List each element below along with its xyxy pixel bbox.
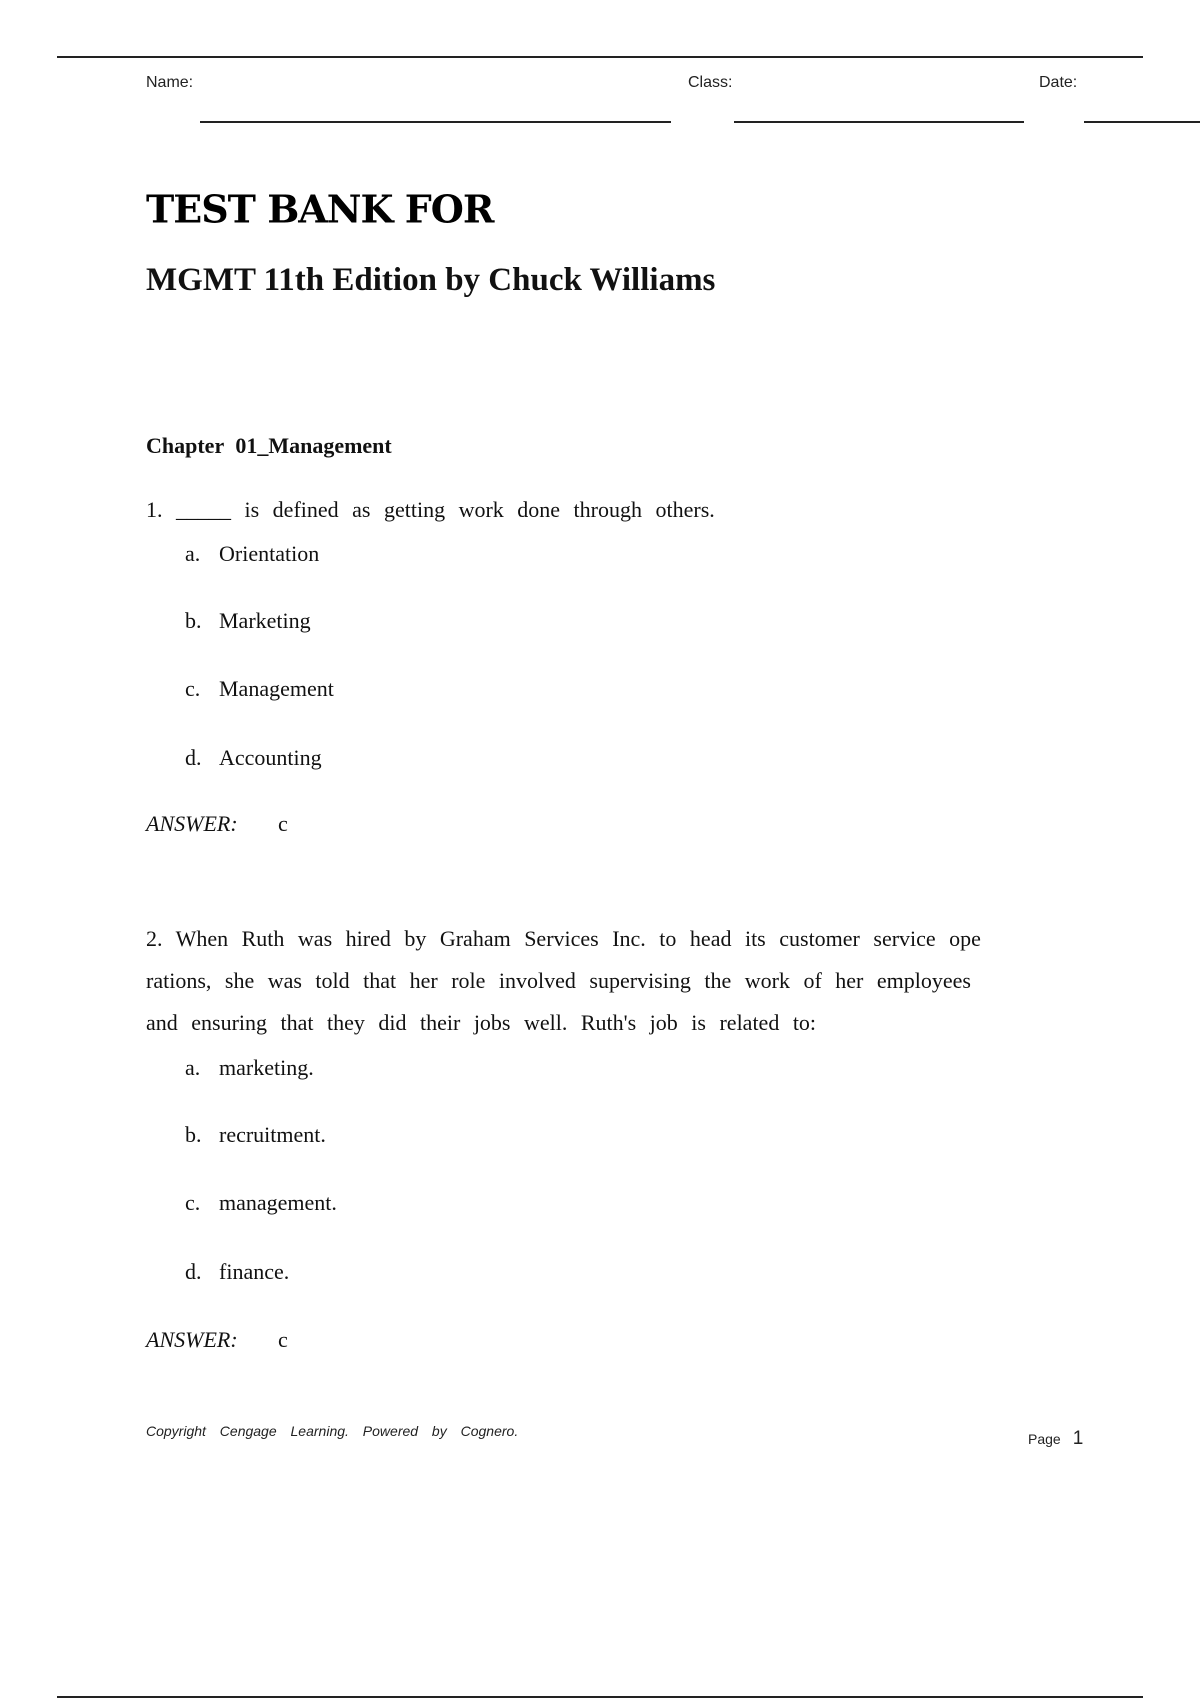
question-2-answer xyxy=(146,1327,288,1353)
option-text: Accounting xyxy=(219,745,322,770)
answer-label: ANSWER: xyxy=(146,811,238,836)
question-2-text-line-2: rations, she was told that her role involved supervising the work of her employees xyxy=(146,968,971,993)
book-title: MGMT 11th Edition by Chuck Williams xyxy=(146,262,716,298)
page-number: 1 xyxy=(1072,1428,1084,1449)
option-letter: c. xyxy=(185,676,201,701)
option-text: Management xyxy=(219,676,334,701)
footer-page-number xyxy=(1028,1428,1083,1450)
option-letter: a. xyxy=(185,1055,201,1080)
option-text: Orientation xyxy=(219,541,320,566)
top-rule xyxy=(57,56,1143,58)
date-label: Date: xyxy=(1039,74,1078,91)
name-blank-line xyxy=(200,121,671,123)
question-2-option-a xyxy=(185,1055,314,1081)
class-blank-line xyxy=(734,121,1024,123)
option-letter: b. xyxy=(185,1122,202,1147)
date-blank-line xyxy=(1084,121,1200,123)
page-label: Page xyxy=(1028,1431,1061,1447)
question-1-option-d xyxy=(185,745,322,771)
answer-value: c xyxy=(278,811,288,836)
option-text: finance. xyxy=(219,1259,290,1284)
footer-copyright: Copyright Cengage Learning. Powered by Cognero. xyxy=(146,1423,519,1439)
option-letter: b. xyxy=(185,608,202,633)
question-2-option-b xyxy=(185,1122,326,1148)
page-title: TEST BANK FOR xyxy=(146,185,494,232)
option-letter: c. xyxy=(185,1190,201,1215)
question-1-text: 1. _____ is defined as getting work done through others. xyxy=(146,497,715,522)
class-label: Class: xyxy=(688,74,733,91)
answer-label: ANSWER: xyxy=(146,1327,238,1352)
option-text: management. xyxy=(219,1190,337,1215)
question-2-text-line-3: and ensuring that they did their jobs well. Ruth's job is related to: xyxy=(146,1010,817,1035)
option-text: marketing. xyxy=(219,1055,314,1080)
question-1-option-b xyxy=(185,608,311,634)
option-text: Marketing xyxy=(219,608,311,633)
name-label: Name: xyxy=(146,74,194,91)
question-2-option-d xyxy=(185,1259,289,1285)
question-1-option-c xyxy=(185,676,334,702)
bottom-rule xyxy=(57,1696,1143,1698)
option-text: recruitment. xyxy=(219,1122,326,1147)
question-1-option-a xyxy=(185,541,319,567)
answer-value: c xyxy=(278,1327,288,1352)
question-2-text-line-1: 2. When Ruth was hired by Graham Services Inc. to head its customer service ope xyxy=(146,926,981,951)
question-1-answer xyxy=(146,811,288,837)
option-letter: d. xyxy=(185,1259,202,1284)
question-2-option-c xyxy=(185,1190,337,1216)
option-letter: d. xyxy=(185,745,202,770)
chapter-heading: Chapter 01_Management xyxy=(146,433,392,458)
option-letter: a. xyxy=(185,541,201,566)
